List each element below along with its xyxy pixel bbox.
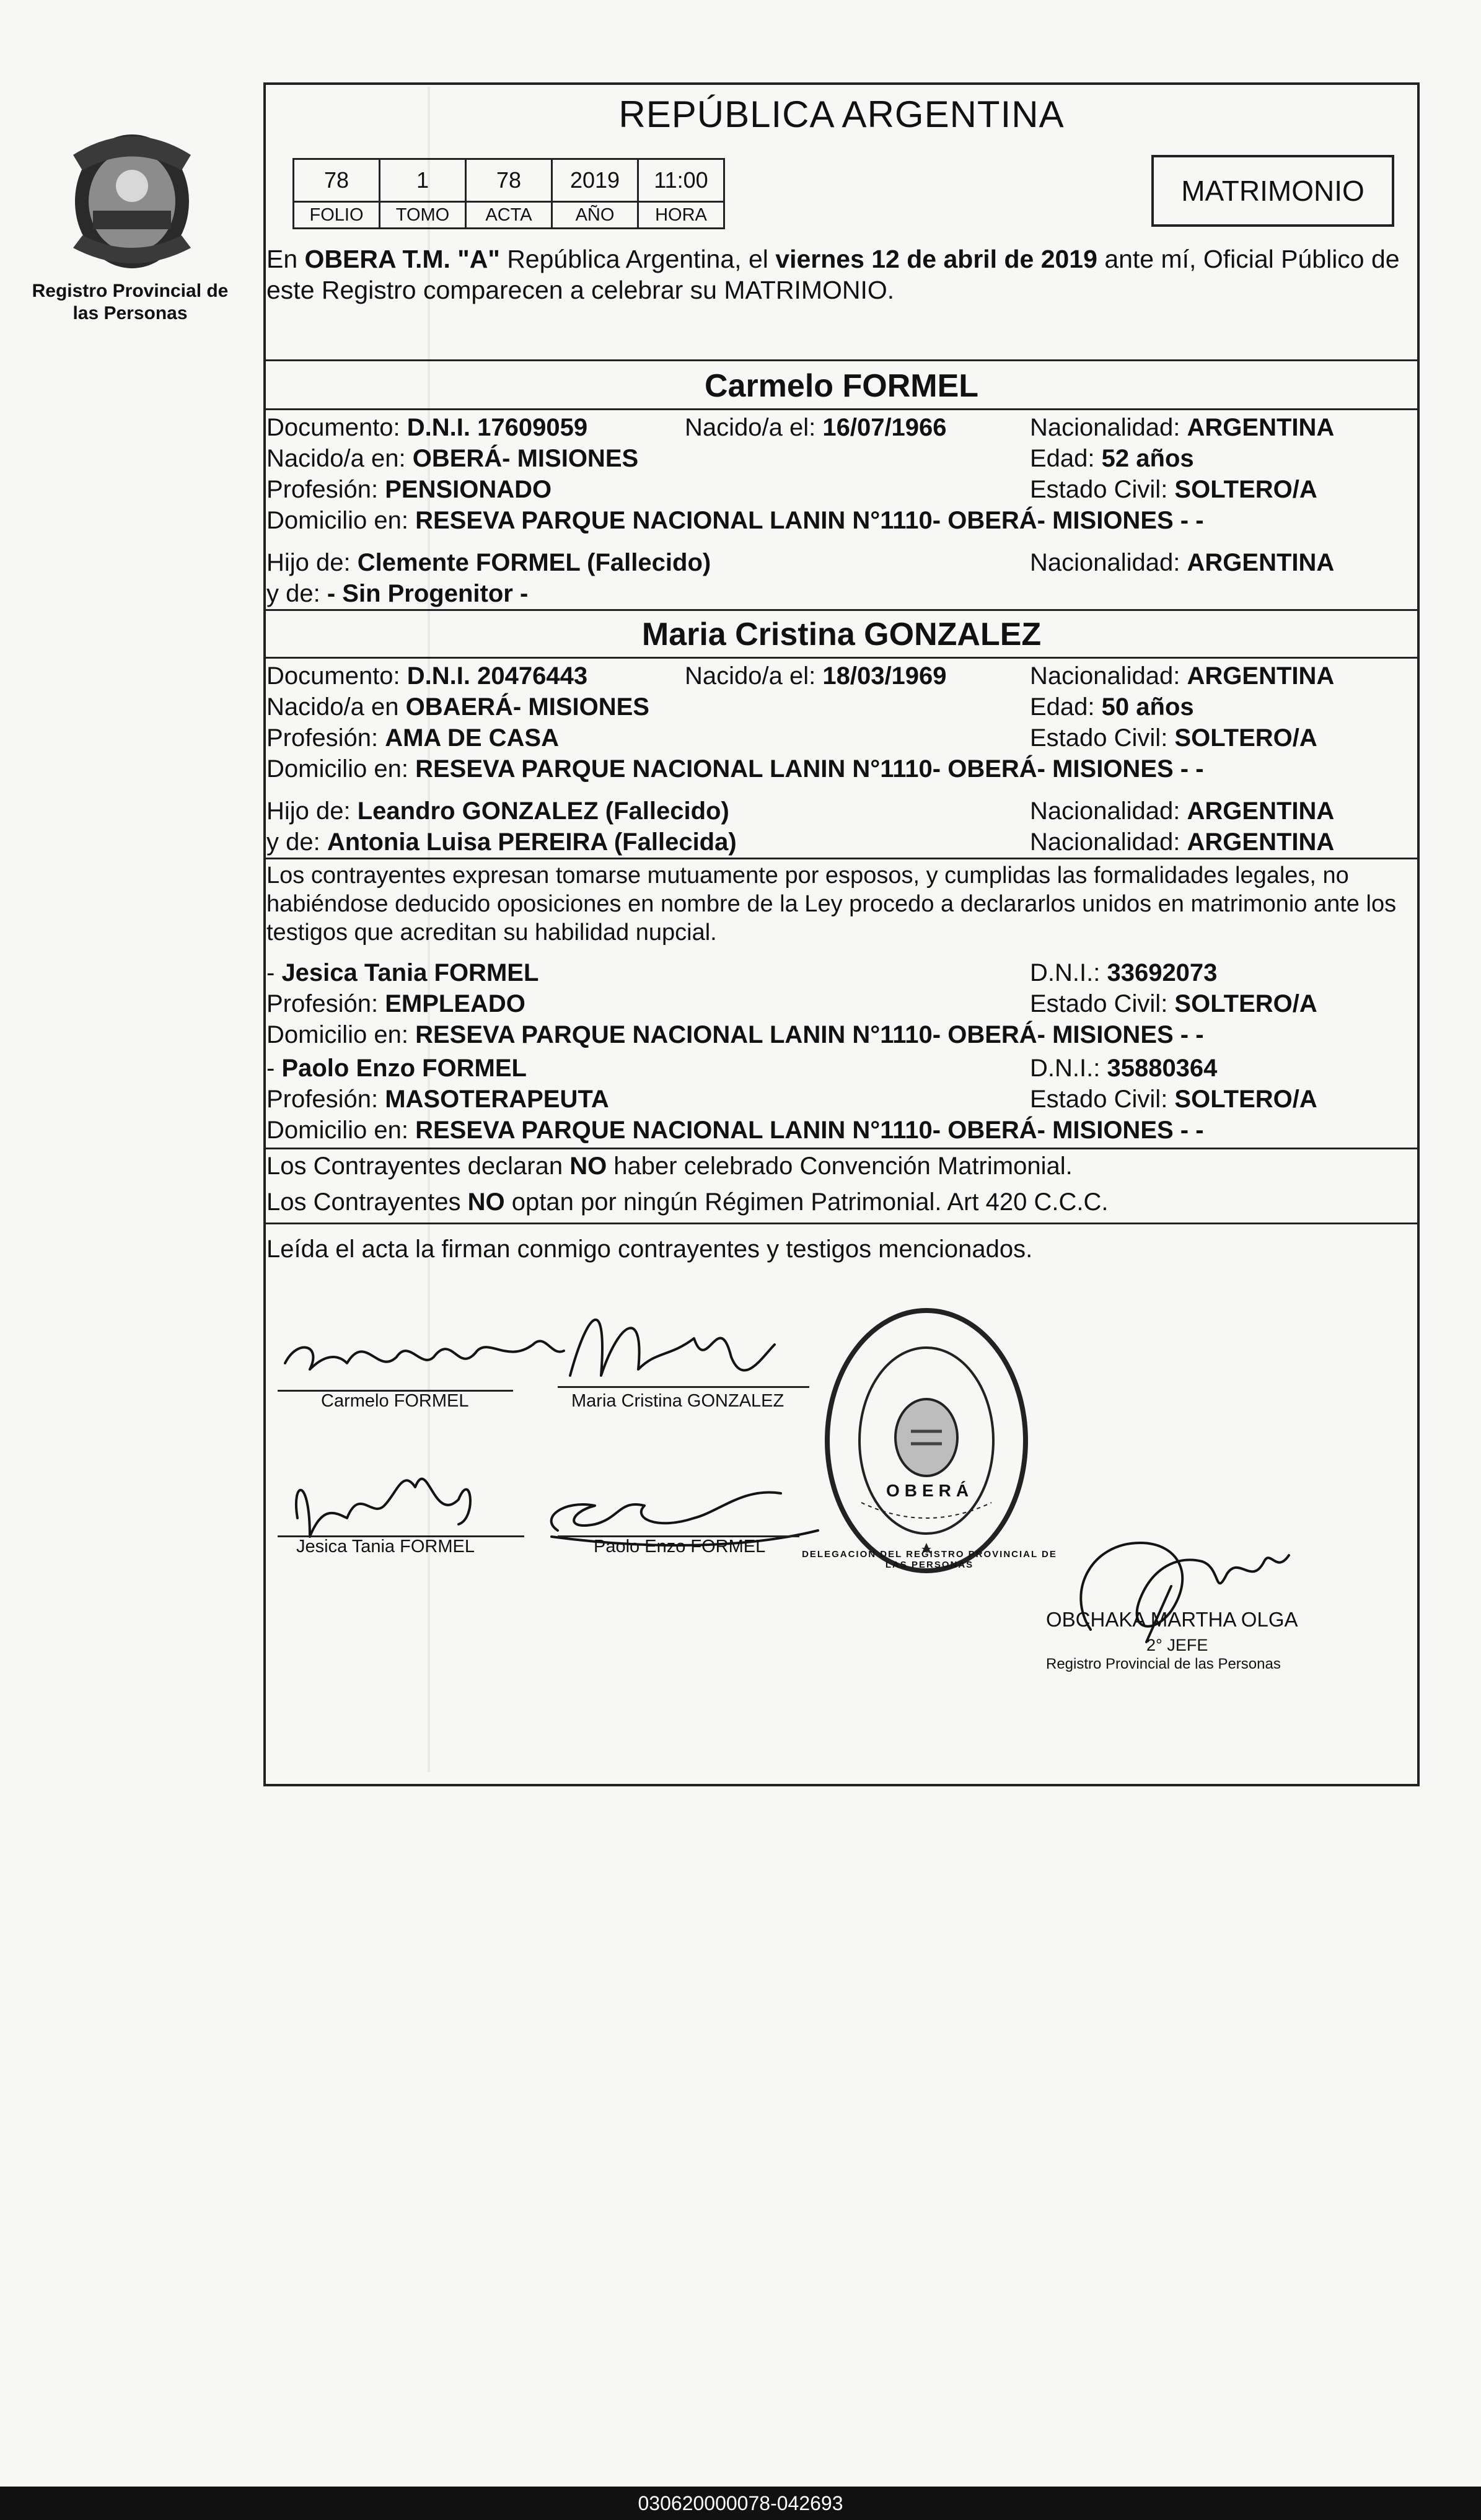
witness1-dni: D.N.I.: 33692073 xyxy=(1030,959,1218,986)
spouse1-mother: y de: - Sin Progenitor - xyxy=(266,580,529,607)
registry-table xyxy=(292,158,725,229)
signature-caption-witness1: Jesica Tania FORMEL xyxy=(296,1537,475,1556)
spouse1-civil-status: Estado Civil: SOLTERO/A xyxy=(1030,476,1317,503)
declaration-paragraph: Los contrayentes expresan tomarse mutuamente por esposos, y cumplidas las formalidades legales, no habiéndose deducido oposiciones en nombre de la Ley procedo a declararlos unidos en matrimonio ante los testigos que acreditan su habilidad nupcial. xyxy=(266,863,1397,946)
regime-statement: Los Contrayentes NO optan por ningún Régimen Patrimonial. Art 420 C.C.C. xyxy=(266,1188,1109,1216)
official-seal-stamp xyxy=(818,1298,1041,1583)
signature-carmelo xyxy=(285,1341,564,1369)
signature-line xyxy=(558,1386,809,1388)
spouse1-birth-place: Nacido/a en: OBERÁ- MISIONES xyxy=(266,445,639,472)
divider xyxy=(263,1223,1420,1224)
acta-value: 78 xyxy=(466,159,552,202)
spouse2-father: Hijo de: Leandro GONZALEZ (Fallecido) xyxy=(266,797,729,825)
officer-office: Registro Provincial de las Personas xyxy=(1046,1656,1281,1672)
folio-value: 78 xyxy=(294,159,380,202)
spouse2-name: Maria Cristina GONZALEZ xyxy=(641,617,1042,652)
officer-role: 2° JEFE xyxy=(1146,1636,1208,1654)
tomo-label: TOMO xyxy=(380,202,466,229)
spouse2-birth-date: Nacido/a el: 18/03/1969 xyxy=(685,662,947,690)
spouse2-nationality: Nacionalidad: ARGENTINA xyxy=(1030,662,1335,690)
divider xyxy=(263,359,1420,361)
spouse1-birth-date: Nacido/a el: 16/07/1966 xyxy=(685,414,947,441)
tomo-value: 1 xyxy=(380,159,466,202)
footer-document-code: 030620000078-042693 xyxy=(0,2487,1481,2520)
hour-label: HORA xyxy=(638,202,724,229)
witness2-name: - Paolo Enzo FORMEL xyxy=(266,1055,527,1082)
ceremony-date: viernes 12 de abril de 2019 xyxy=(775,245,1097,273)
seal-city: OBERÁ xyxy=(886,1481,974,1500)
officer-name: OBCHAKA MARTHA OLGA xyxy=(1046,1608,1298,1631)
witness2-civil-status: Estado Civil: SOLTERO/A xyxy=(1030,1086,1317,1113)
witness1-address: Domicilio en: RESEVA PARQUE NACIONAL LANIN N°1110- OBERÁ- MISIONES - - xyxy=(266,1021,1204,1048)
divider xyxy=(263,858,1420,859)
spouse1-father: Hijo de: Clemente FORMEL (Fallecido) xyxy=(266,549,711,576)
intro-text: ante mí, Oficial Público de este Registro comparecen a celebrar su MATRIMONIO. xyxy=(266,245,1400,304)
signature-maria xyxy=(570,1320,775,1376)
signature-caption-witness2: Paolo Enzo FORMEL xyxy=(594,1537,766,1556)
intro-text: República Argentina, el xyxy=(499,245,776,273)
spouse2-document: Documento: D.N.I. 20476443 xyxy=(266,662,588,690)
spouse1-name: Carmelo FORMEL xyxy=(704,368,979,404)
spouse2-civil-status: Estado Civil: SOLTERO/A xyxy=(1030,724,1317,752)
spouse2-mother-nationality: Nacionalidad: ARGENTINA xyxy=(1030,828,1335,856)
spouse1-father-nationality: Nacionalidad: ARGENTINA xyxy=(1030,549,1335,576)
signature-caption-spouse2: Maria Cristina GONZALEZ xyxy=(571,1391,784,1411)
witness2-profession: Profesión: MASOTERAPEUTA xyxy=(266,1086,609,1113)
divider xyxy=(263,609,1420,611)
divider xyxy=(263,1148,1420,1149)
spouse2-profession: Profesión: AMA DE CASA xyxy=(266,724,559,752)
spouse2-birth-place: Nacido/a en OBAERÁ- MISIONES xyxy=(266,693,649,721)
witness2-dni: D.N.I.: 35880364 xyxy=(1030,1055,1218,1082)
year-label: AÑO xyxy=(552,202,638,229)
spouse2-mother: y de: Antonia Luisa PEREIRA (Fallecida) xyxy=(266,828,737,856)
registry-caption: Registro Provincial de las Personas xyxy=(32,281,229,323)
spouse2-age: Edad: 50 años xyxy=(1030,693,1194,721)
witness1-profession: Profesión: EMPLEADO xyxy=(266,990,525,1017)
spouse1-document: Documento: D.N.I. 17609059 xyxy=(266,414,588,441)
witness1-name: - Jesica Tania FORMEL xyxy=(266,959,539,986)
seal-ring-text: DELEGACION DEL REGISTRO PROVINCIAL DE LAS PERSONAS xyxy=(802,1549,1057,1570)
country-title: REPÚBLICA ARGENTINA xyxy=(618,94,1065,135)
divider xyxy=(263,657,1420,659)
acta-label: ACTA xyxy=(466,202,552,229)
spouse2-father-nationality: Nacionalidad: ARGENTINA xyxy=(1030,797,1335,825)
hour-value: 11:00 xyxy=(638,159,724,202)
spouse1-profession: Profesión: PENSIONADO xyxy=(266,476,552,503)
office-name: OBERA T.M. "A" xyxy=(304,245,500,273)
witness2-address: Domicilio en: RESEVA PARQUE NACIONAL LANIN N°1110- OBERÁ- MISIONES - - xyxy=(266,1117,1204,1144)
paper-fold xyxy=(428,87,430,1772)
signature-caption-spouse1: Carmelo FORMEL xyxy=(321,1391,469,1411)
divider xyxy=(263,408,1420,410)
intro-paragraph xyxy=(266,244,1418,305)
spouse2-address: Domicilio en: RESEVA PARQUE NACIONAL LANIN N°1110- OBERÁ- MISIONES - - xyxy=(266,755,1204,783)
record-kind-box: MATRIMONIO xyxy=(1151,155,1394,227)
convention-statement: Los Contrayentes declaran NO haber celebrado Convención Matrimonial. xyxy=(266,1152,1073,1180)
signature-jesica xyxy=(296,1479,470,1537)
spouse1-nationality: Nacionalidad: ARGENTINA xyxy=(1030,414,1335,441)
province-crest-logo xyxy=(55,118,209,279)
spouse1-age: Edad: 52 años xyxy=(1030,445,1194,472)
year-value: 2019 xyxy=(552,159,638,202)
witness1-civil-status: Estado Civil: SOLTERO/A xyxy=(1030,990,1317,1017)
closing-statement: Leída el acta la firman conmigo contrayentes y testigos mencionados. xyxy=(266,1236,1033,1263)
folio-label: FOLIO xyxy=(294,202,380,229)
spouse1-address: Domicilio en: RESEVA PARQUE NACIONAL LANIN N°1110- OBERÁ- MISIONES - - xyxy=(266,507,1204,534)
intro-text: En xyxy=(266,245,305,273)
